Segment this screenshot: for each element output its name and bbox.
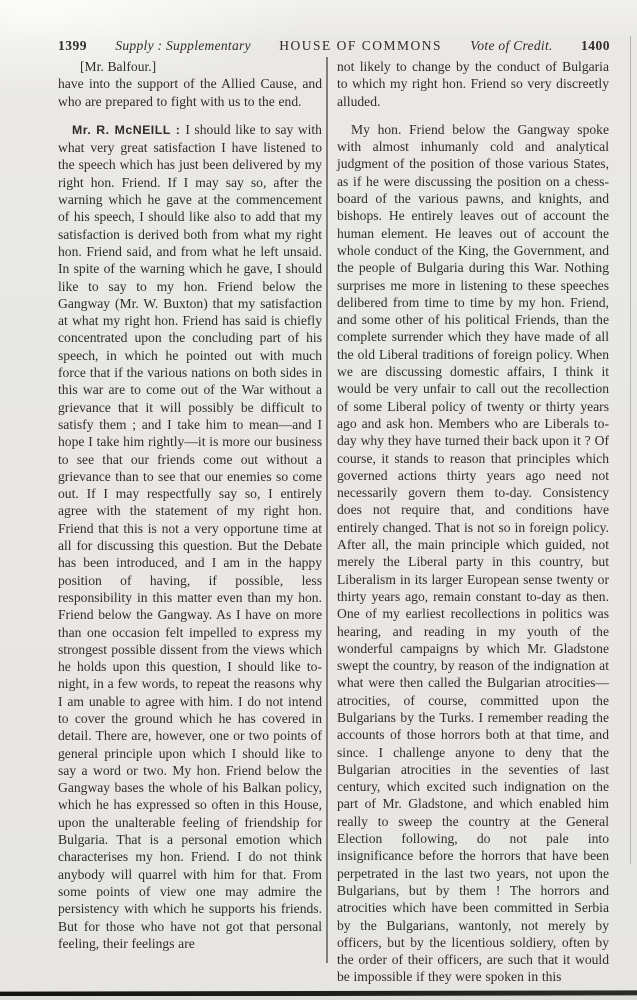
speaker-attribution: [Mr. Balfour.] — [80, 59, 157, 74]
right-column — [337, 58, 609, 986]
page-edge-rule — [630, 36, 631, 864]
page-number-right: 1400 — [580, 38, 610, 53]
scan-bottom-margin — [0, 996, 637, 1000]
continuation-paragraph: not likely to change by the conduct of Bulgaria to which my right hon. Friend so very discreetly alluded. — [337, 59, 609, 109]
running-title-left: Supply : Supplementary — [115, 38, 251, 53]
speaker-name: Mr. R. McNEILL : — [72, 122, 186, 137]
running-title-center: HOUSE OF COMMONS — [279, 38, 442, 53]
running-title-right: Vote of Credit. — [470, 38, 553, 53]
left-column — [58, 58, 322, 952]
continuation-paragraph: have into the support of the Allied Cause, and who are prepared to fight with us to the end. — [58, 76, 322, 109]
speech-paragraph — [58, 121, 322, 952]
running-header — [58, 38, 610, 54]
speech-text: I should like to say with what very great satisfaction I have listened to the speech which has just been delivered by my right hon. Friend. If I may say so, after the warning which he gave at the commencement of his speech, I should like also to add that my satisfaction is derived both from what my right hon. Friend said, and from what he left unsaid. In spite of the warning which he gave, I should like to say to my hon. Friend below the Gangway (Mr. W. Buxton) that my satisfaction at what my right hon. Friend has said is chiefly concentrated upon the concluding part of his speech, in which he pointed out with much force that if the various nations on both sides in this war are to come out of the War without a grievance that it will possibly be difficult to satisfy them ; and I take him to mean—and I hope I take him rightly—it is more our business to see that our friends come out without a grievance than to see that our enemies so come out. If I may respectfully say so, I entirely agree with the statement of my right hon. Friend that this is not a very opportune time at all for discussing this question. But the Debate has been introduced, and I am in the happy position of having, if possible, less responsibility in this matter even than my hon. Friend below the Gangway. As I have on more than one occasion felt impelled to express my strongest possible dissent from the views which he holds upon this question, I should like to-night, in a few words, to repeat the reasons why I am unable to agree with him. I do not intend to cover the ground which he has covered in detail. There are, however, one or two points of general principle upon which I should like to say a word or two. My hon. Friend below the Gangway bases the whole of his Balkan policy, which he has expressed so often in this House, upon the unalterable feeling of friendship for Bulgaria. That is a personal emotion which characterises my hon. Friend. I do not think anybody will quarrel with him for that. From some points of view one may admire the persistency with which he supports his friends. But for those who have not got that personal feeling, their feelings are — [58, 121, 322, 951]
column-divider-rule — [326, 57, 328, 963]
body-paragraph: My hon. Friend below the Gangway spoke with almost inhumanly cold and analytical judgment of the position of those various States, as if he were discussing the position on a chess-board of the various pawns, and knights, and bishops. He entirely leaves out of account the human element. He leaves out of account the whole conduct of the King, the Government, and the people of Bulgaria during this War. Nothing surprises me more in listening to these speeches delibered from time to time by my hon. Friend, and some other of his political Friends, than the complete surrender which they have made of all the old Liberal traditions of foreign policy. When we are discussing domestic affairs, I think it would be very unfair to call out the recollection of some Liberal policy of twenty or thirty years ago and ask hon. Members who are Liberals to-day why they have turned their back upon it ? Of course, it stands to reason that principles which governed actions thirty years ago need not necessarily govern them to-day. Consistency does not require that, and conditions have entirely changed. That is not so in foreign policy. After all, the main principle which guided, not merely the Liberal party in this country, but Liberalism in its larger European sense twenty or thirty years ago, remain constant to-day as then. One of my earliest recollections in politics was hearing, and reading in my youth of the wonderful campaigns by which Mr. Gladstone swept the country, by reason of the indignation at what were then called the Bulgarian atrocities—atrocities, of course, committed upon the Bulgarians by the Turks. I remember reading the accounts of those horrors both at that time, and since. I challenge anyone to deny that the Bulgarian atrocities in the seventies of last century, which excited such indignation on the part of Mr. Gladstone, and which enabled him really to sweep the country at the General Election following, do not pale into insignificance before the horrors that have been perpetrated in the last two years, not upon the Bulgarians, but by them ! The horrors and atrocities which have been committed in Serbia by the Bulgarians, wantonly, not merely by officers, but by the licentious soldiery, often by the order of their officers, are such that it would be impossible if they were spoken in this — [337, 121, 609, 985]
page-number-left: 1399 — [58, 38, 87, 53]
